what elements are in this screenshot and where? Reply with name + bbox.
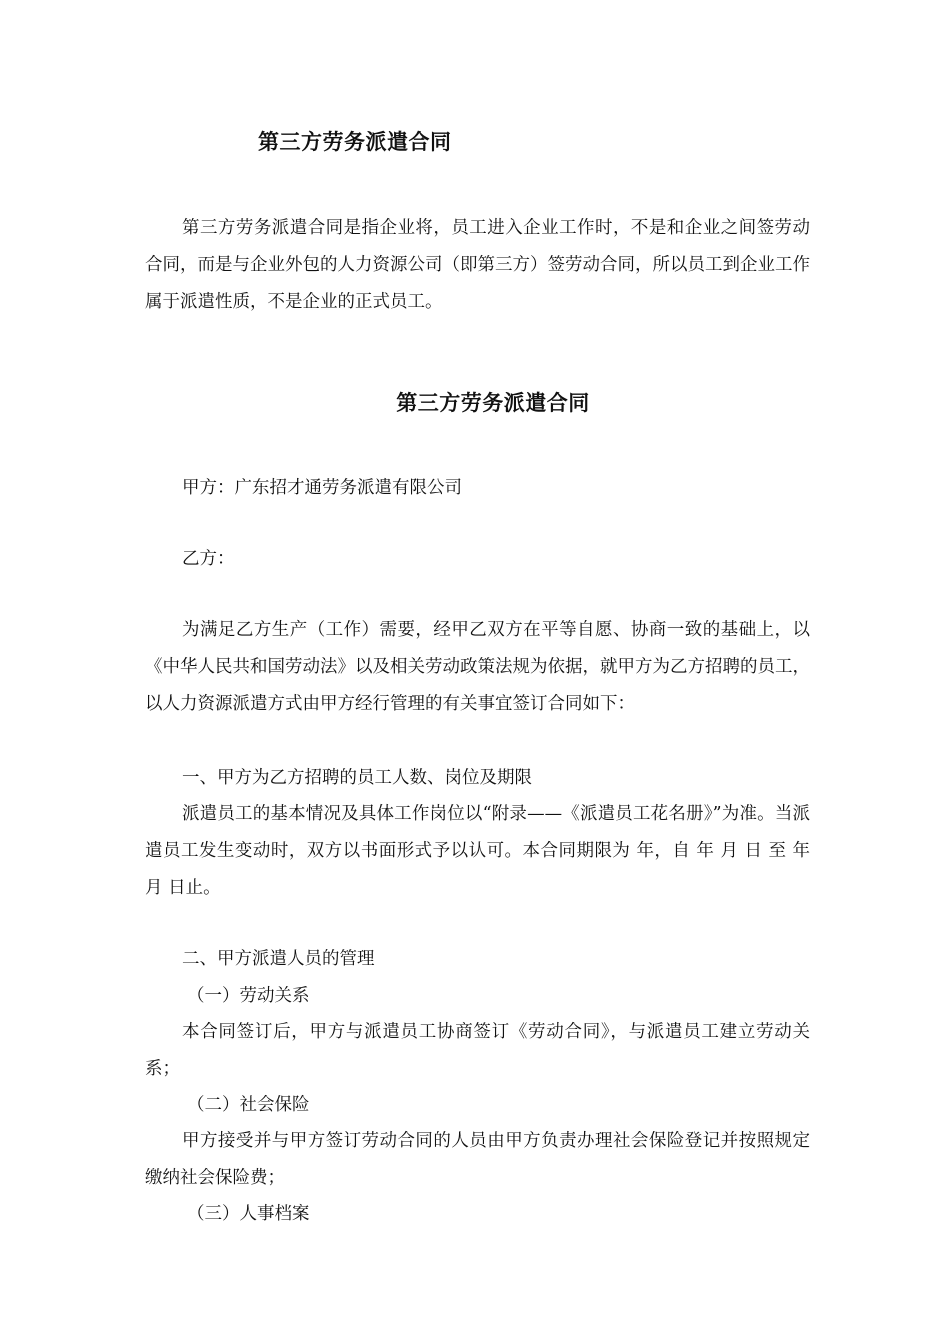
subsection-3-title: （三）人事档案 xyxy=(187,1204,310,1224)
party-a-line: 甲方：广东招才通劳务派遣有限公司 xyxy=(182,478,462,498)
subsection-1-title: （一）劳动关系 xyxy=(187,986,310,1006)
party-b-line: 乙方： xyxy=(182,549,235,569)
subsection-2-title: （二）社会保险 xyxy=(187,1095,310,1115)
section-2-title: 二、甲方派遣人员的管理 xyxy=(182,949,375,969)
intro-paragraph: 第三方劳务派遣合同是指企业将，员工进入企业工作时，不是和企业之间签劳动合同，而是与企业外包的人力资源公司（即第三方）签劳动合同，所以员工到企业工作属于派遣性质，不是企业的正式员工。 xyxy=(145,218,810,312)
section-1-body: 派遣员工的基本情况及具体工作岗位以“附录——《派遣员工花名册》”为准。当派遣员工发生变动时，双方以书面形式予以认可。本合同期限为 年，自 年 月 日 至 年 月 日止。 xyxy=(145,804,810,898)
subsection-1-body: 本合同签订后，甲方与派遣员工协商签订《劳动合同》，与派遣员工建立劳动关系； xyxy=(145,1022,810,1079)
preamble-paragraph: 为满足乙方生产（工作）需要，经甲乙双方在平等自愿、协商一致的基础上，以《中华人民共和国劳动法》以及相关劳动政策法规为依据，就甲方为乙方招聘的员工，以人力资源派遣方式由甲方经行管理的有关事宜签订合同如下： xyxy=(145,620,810,714)
document-heading: 第三方劳务派遣合同 xyxy=(258,130,452,154)
contract-title: 第三方劳务派遣合同 xyxy=(396,391,590,415)
section-1-title: 一、甲方为乙方招聘的员工人数、岗位及期限 xyxy=(182,768,532,788)
subsection-2-body: 甲方接受并与甲方签订劳动合同的人员由甲方负责办理社会保险登记并按照规定缴纳社会保险费； xyxy=(145,1131,810,1188)
